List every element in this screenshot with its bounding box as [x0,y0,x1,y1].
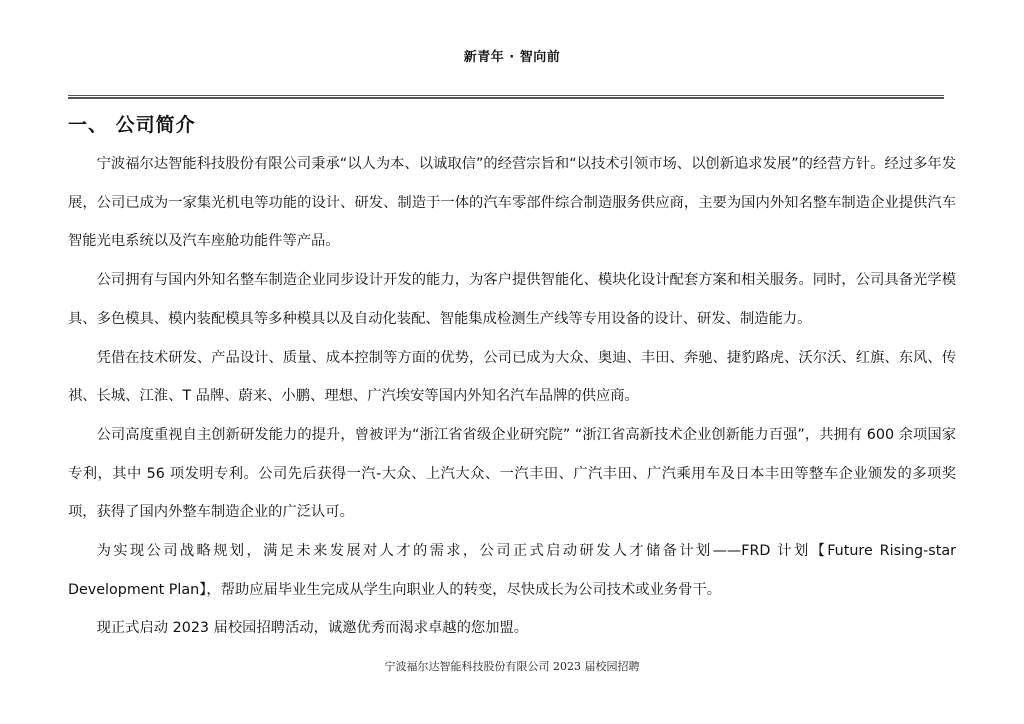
section-title: 一、 公司简介 [68,114,196,136]
header-divider [68,95,944,99]
page-footer: 宁波福尔达智能科技股份有限公司 2023 届校园招聘 [384,660,640,673]
page-header-title: 新青年 · 智向前 [463,50,561,65]
paragraph-innovation: 公司高度重视自主创新研发能力的提升，曾被评为“浙江省省级企业研究院” “浙江省高新技术企业创新能力百强”，共拥有 600 余项国家专利，其中 56 项发明专利。公司先后获得一汽-大众、上汽大众、一汽丰田、广汽丰田、广汽乘用车及日本丰田等整车企业颁发的多项奖项，获得了国内外整车制造企业的广泛认可。 [68,426,956,521]
company-intro-body [68,145,956,648]
paragraph-company-mission: 宁波福尔达智能科技股份有限公司秉承“以人为本、以诚取信”的经营宗旨和“以技术引领市场、以创新追求发展”的经营方针。经过多年发展，公司已成为一家集光机电等功能的设计、研发、制造于一体的汽车零部件综合制造服务供应商，主要为国内外知名整车制造企业提供汽车智能光电系统以及汽车座舱功能件等产品。 [68,156,956,250]
paragraph-customers: 凭借在技术研发、产品设计、质量、成本控制等方面的优势，公司已成为大众、奥迪、丰田、奔驰、捷豹路虎、沃尔沃、红旗、东风、传祺、长城、江淮、T 品牌、蔚来、小鹏、理想、广汽埃安等国内外知名汽车品牌的供应商。 [68,349,956,405]
paragraph-frd-plan: 为实现公司战略规划，满足未来发展对人才的需求，公司正式启动研发人才储备计划——FRD 计划【Future Rising-star Development Plan】，帮助应届毕业生完成从学生向职业人的转变，尽快成长为公司技术或业务骨干。 [68,543,956,598]
paragraph-campus-recruitment: 现正式启动 2023 届校园招聘活动，诚邀优秀而渴求卓越的您加盟。 [96,620,529,637]
paragraph-design-capability: 公司拥有与国内外知名整车制造企业同步设计开发的能力，为客户提供智能化、模块化设计配套方案和相关服务。同时，公司具备光学模具、多色模具、模内装配模具等多种模具以及自动化装配、智能集成检测生产线等专用设备的设计、研发、制造能力。 [68,272,956,327]
